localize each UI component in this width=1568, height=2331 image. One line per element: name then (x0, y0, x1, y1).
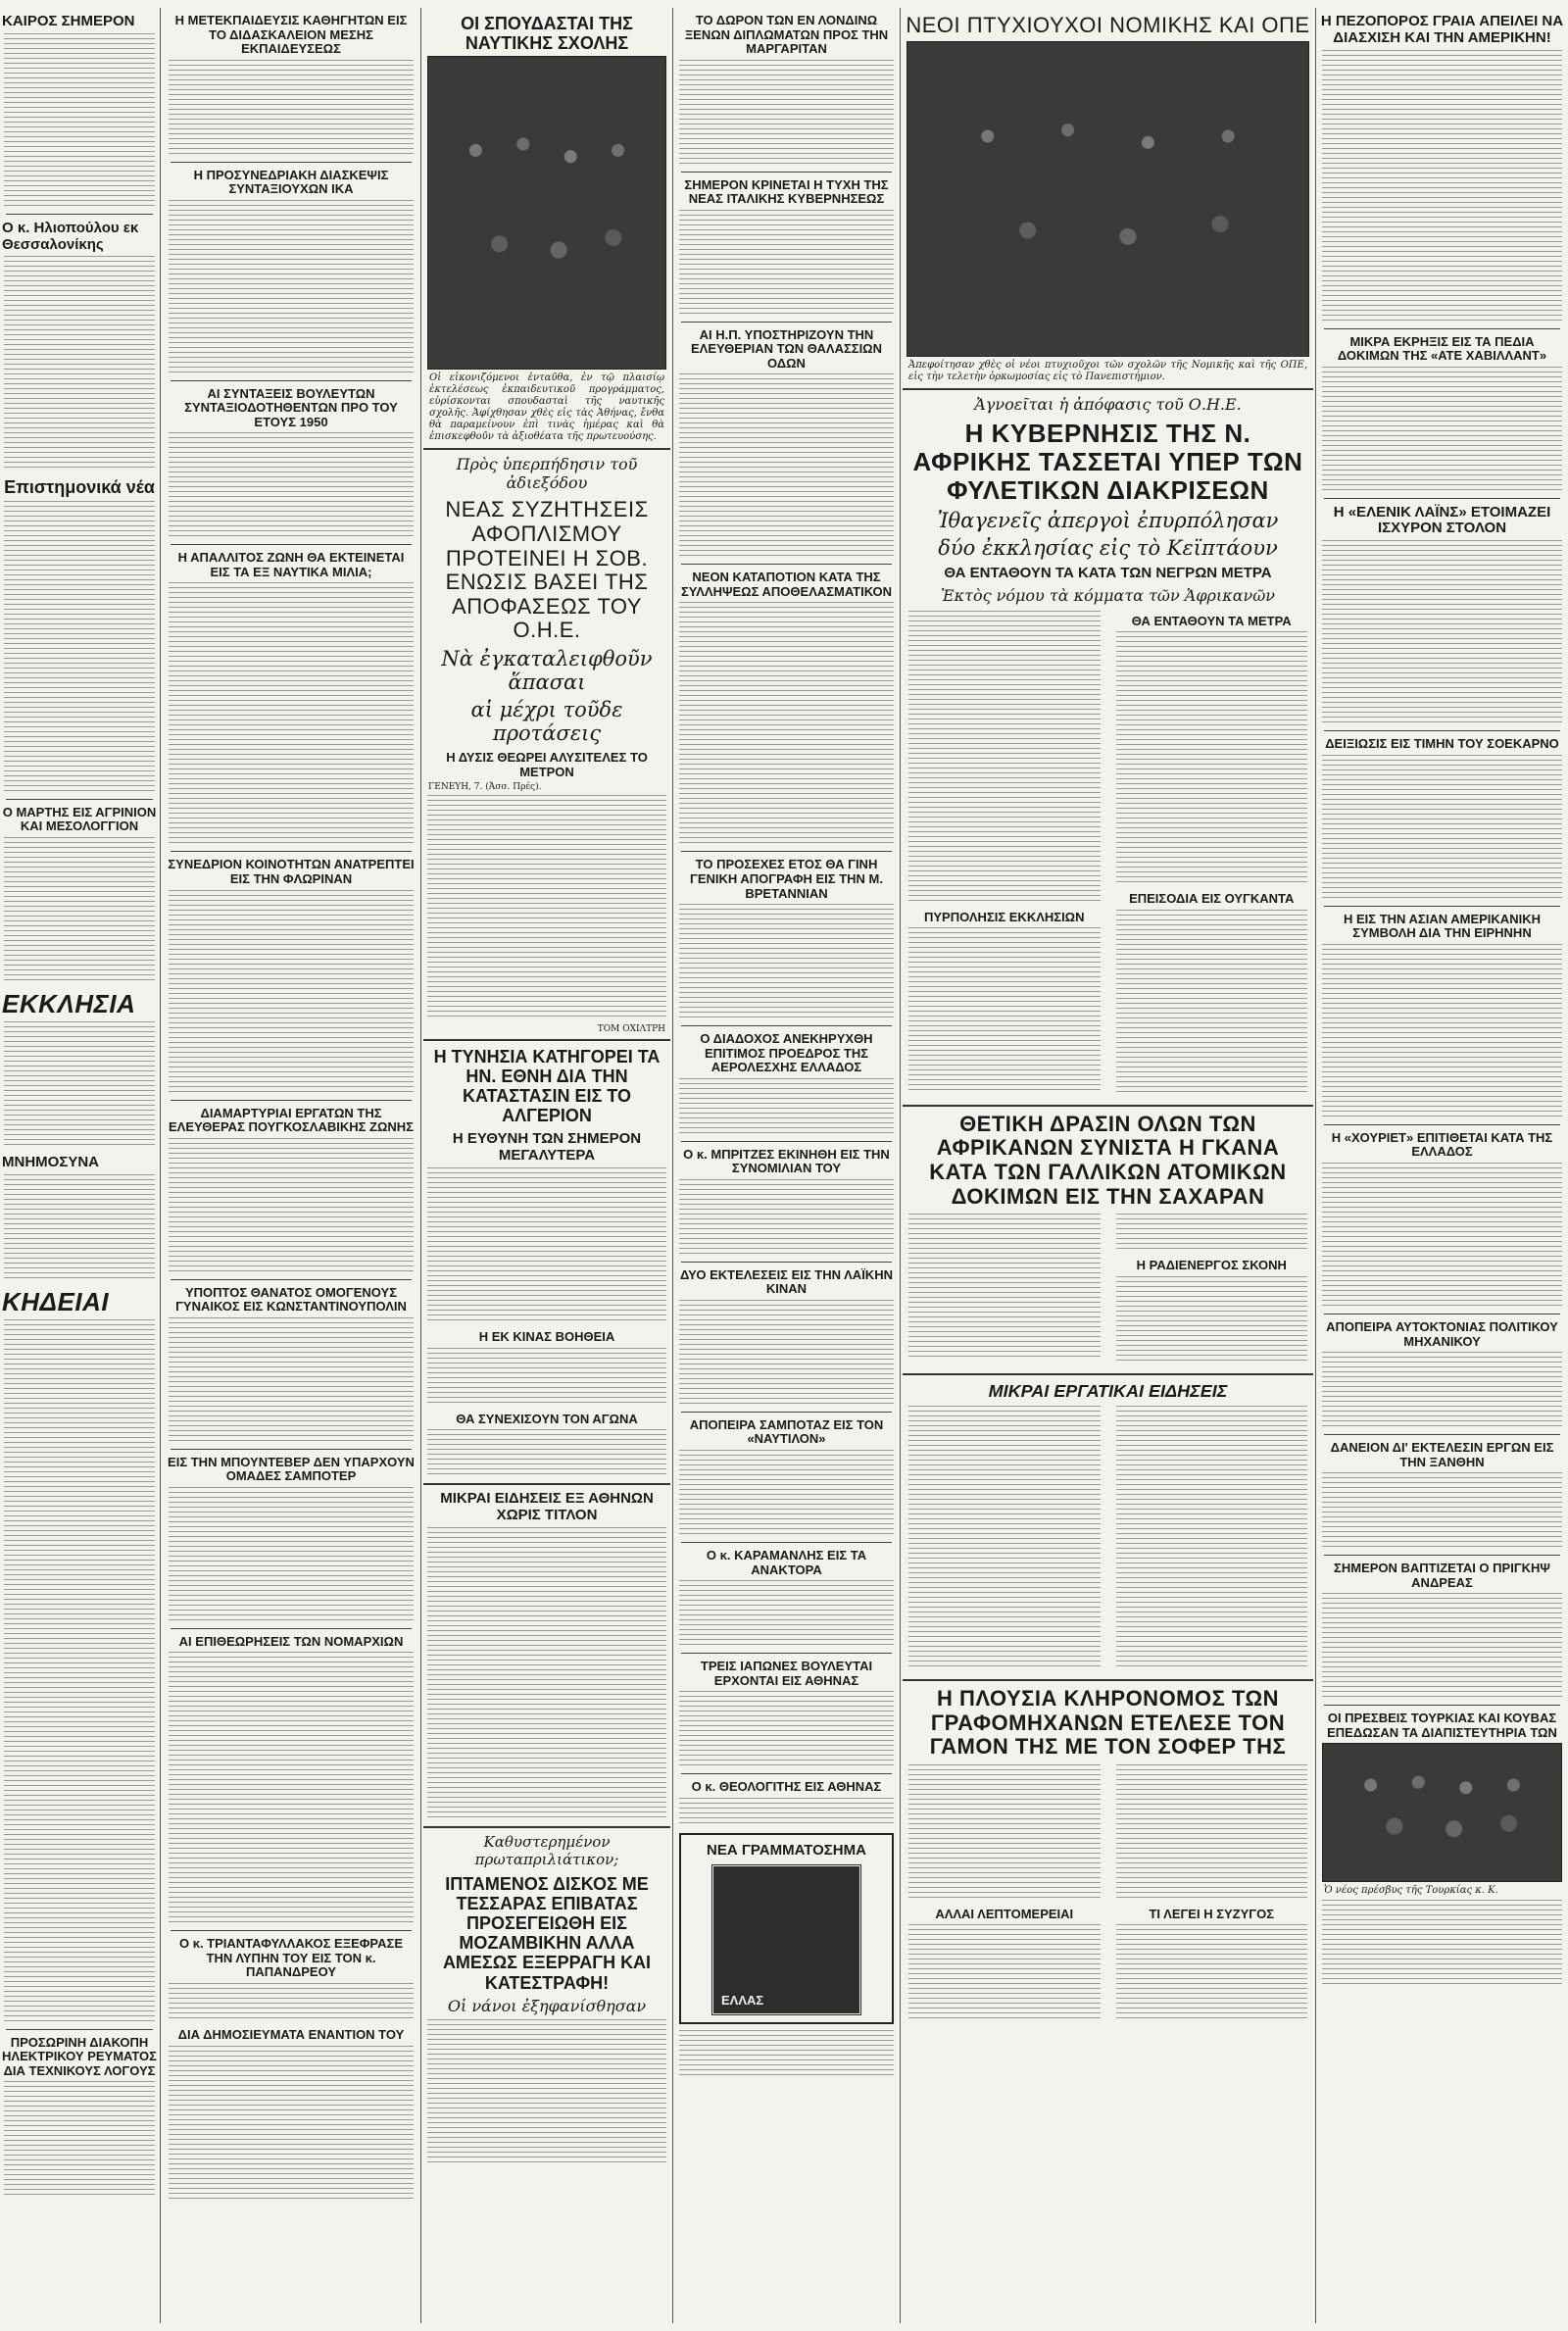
headline-diamartyriai: ΔΙΑΜΑΡΤΥΡΙΑΙ ΕΡΓΑΤΩΝ ΤΗΣ ΕΛΕΥΘΕΡΑΣ ΠΟΥΓΚΟΣΛΑΒΙΚΗΣ ΖΩΝΗΣ (169, 1105, 414, 1135)
article-body (1322, 1593, 1562, 1701)
dateline: ΓΕΝΕΥΗ, 7. (Ἀσσ. Πρές). (428, 782, 542, 793)
headline-diadochos: Ο ΔΙΑΔΟΧΟΣ ΑΝΕΚΗΡΥΧΘΗ ΕΠΙΤΙΜΟΣ ΠΡΟΕΔΡΟΣ ΤΗΣ ΑΕΡΟΛΕΣΧΗΣ ΕΛΛΑΔΟΣ (700, 1031, 873, 1075)
photo-caption: Οἱ εἰκονιζόμενοι ἐνταῦθα, ἐν τῷ πλαισίῳ ἐκτελέσεως ἐκπαιδευτικοῦ προγράμματος, εὑρίσκονται σπουδασταὶ τῆς ναυτικῆς σχολῆς. Ἀφίχθησαν χθὲς εἰς τὰς Ἀθήνας, ἔνθα θὰ παραμείνουν ἐπὶ τινὰς ἡμέρας καὶ θὰ ἐπισκεφθοῦν τὰ ἀξιοθέατα τῆς πρωτευούσης. (429, 372, 664, 443)
headline-grammatosima: ΝΕΑ ΓΡΑΜΜΑΤΟΣΗΜΑ (707, 1841, 866, 1859)
article-body (4, 1021, 155, 1149)
headline-ypoptos-thanatos: ΥΠΟΠΤΟΣ ΘΑΝΑΤΟΣ ΟΜΟΓΕΝΟΥΣ ΓΥΝΑΙΚΟΣ ΕΙΣ ΚΩΝΣΤΑΝΤΙΝΟΥΠΟΛΙΝ (175, 1284, 407, 1314)
article-body (169, 60, 414, 158)
headline-epistimonika: Επιστημονικά νέα (4, 477, 155, 498)
article-body (4, 501, 155, 795)
article-body (1322, 1472, 1562, 1551)
article-body (1116, 1276, 1308, 1364)
deck-apergoi: Ἰθαγενεῖς ἀπεργοὶ ἐπυρπόλησαν (937, 508, 1279, 532)
headline-agriniou: Ο ΜΑΡΤΗΣ ΕΙΣ ΑΓΡΙΝΙΟΝ ΚΑΙ ΜΕΣΟΛΟΓΓΙΟΝ (2, 804, 157, 834)
headline-houriet: Η «ΧΟΥΡΙΕΤ» ΕΠΙΤΙΘΕΤΑΙ ΚΑΤΑ ΤΗΣ ΕΛΛΑΔΟΣ (1331, 1129, 1553, 1160)
column-2 (165, 8, 417, 2323)
headline-diakopi: ΠΡΟΣΩΡΙΝΗ ΔΙΑΚΟΠΗ ΗΛΕΚΤΡΙΚΟΥ ΡΕΥΜΑΤΟΣ ΔΙΑ ΤΕΧΝΙΚΟΥΣ ΛΟΓΟΥΣ (2, 2034, 157, 2078)
deck-protaseis: αἱ μέχρι τοῦδε προτάσεις (470, 698, 623, 746)
article-body (1116, 910, 1308, 1096)
article-body (908, 1924, 1101, 2022)
article-body (4, 33, 155, 210)
headline-n-afriki: Η ΚΥΒΕΡΝΗΣΙΣ ΤΗΣ Ν. ΑΦΡΙΚΗΣ ΤΑΣΣΕΤΑΙ ΥΠΕΡ ΤΩΝ ΦΥΛΕΤΙΚΩΝ ΔΙΑΚΡΙΣΕΩΝ (912, 418, 1303, 505)
subhead-metra: ΘΑ ΕΝΤΑΘΟΥΝ ΤΑ ΜΕΤΡΑ (1131, 613, 1292, 628)
headline-ektelesis: ΔΥΟ ΕΚΤΕΛΕΣΕΙΣ ΕΙΣ ΤΗΝ ΛΑΪΚΗΝ ΚΙΝΑΝ (680, 1266, 893, 1297)
article-body (1116, 1406, 1308, 1670)
headline-pezoporos: Η ΠΕΖΟΠΟΡΟΣ ΓΡΑΙΑ ΑΠΕΙΛΕΙ ΝΑ ΔΙΑΣΧΙΣΗ ΚΑΙ ΤΗΝ ΑΜΕΡΙΚΗΝ! (1320, 13, 1564, 46)
headline-kairos: ΚΑΙΡΟΣ ΣΗΜΕΡΟΝ (2, 13, 135, 29)
graduates-photo (906, 41, 1309, 357)
article-body (169, 1652, 414, 1926)
article-body (679, 210, 894, 318)
article-body (4, 1319, 155, 2025)
article-body (679, 1580, 894, 1649)
article-body (679, 1798, 894, 1827)
article-body (427, 1348, 666, 1407)
headline-tynisia: Η ΤΥΝΗΣΙΑ ΚΑΤΗΓΟΡΕΙ ΤΑ ΗΝ. ΕΘΝΗ ΔΙΑ ΤΗΝ ΚΑΤΑΣΤΑΣΙΝ ΕΙΣ ΤΟ ΑΛΓΕΡΙΟΝ (433, 1046, 661, 1126)
headline-prosynedriaki: Η ΠΡΟΣΥΝΕΔΡΙΑΚΗ ΔΙΑΣΚΕΨΙΣ ΣΥΝΤΑΞΙΟΥΧΩΝ ΙΚΑ (193, 167, 389, 197)
article-body (169, 432, 414, 540)
headline-asia-symvoli: Η ΕΙΣ ΤΗΝ ΑΣΙΑΝ ΑΜΕΡΙΚΑΝΙΚΗ ΣΥΜΒΟΛΗ ΔΙΑ ΤΗΝ ΕΙΡΗΝΗΝ (1344, 911, 1541, 941)
article-body (1322, 540, 1562, 726)
headline-kideiai: ΚΗΔΕΙΑΙ (2, 1286, 110, 1316)
article-body (169, 1138, 414, 1275)
photo-caption: Ἀπεφοίτησαν χθὲς οἱ νέοι πτυχιοῦχοι τῶν σχολῶν τῆς Νομικῆς καὶ τῆς ΟΠΕ, εἰς τὴν τελετὴν ὁρκωμοσίας εἰς τὸ Πανεπιστήμιον. (908, 359, 1307, 382)
stamps-box (679, 1833, 894, 2024)
headline-klironomos: Η ΠΛΟΥΣΙΑ ΚΛΗΡΟΝΟΜΟΣ ΤΩΝ ΓΡΑΦΟΜΗΧΑΝΩΝ ΕΤΕΛΕΣΕ ΤΟΝ ΓΑΜΟΝ ΤΗΣ ΜΕ ΤΟΝ ΣΟΦΕΡ ΤΗΣ (929, 1686, 1287, 1760)
article-body (427, 1527, 666, 1821)
headline-mpountever: ΕΙΣ ΤΗΝ ΜΠΟΥΝΤΕΒΕΡ ΔΕΝ ΥΠΑΡΧΟΥΝ ΟΜΑΔΕΣ ΣΑΜΠΟΤΕΡ (168, 1454, 415, 1484)
article-body (679, 602, 894, 847)
subhead-negron: ΘΑ ΕΝΤΑΘΟΥΝ ΤΑ ΚΑΤΑ ΤΩΝ ΝΕΓΡΩΝ ΜΕΤΡΑ (944, 564, 1272, 581)
kicker-protaprilatiko: Καθυστερημένον πρωταπριλιάτικον; (474, 1832, 619, 1868)
headline-synedrion: ΣΥΝΕΔΡΙΟΝ ΚΟΙΝΟΤΗΤΩΝ ΑΝΑΤΡΕΠΤΕΙ ΕΙΣ ΤΗΝ ΦΛΩΡΙΝΑΝ (168, 857, 415, 887)
subhead-pyrpolisis: ΠΥΡΠΟΛΗΣΙΣ ΕΚΚΛΗΣΙΩΝ (924, 909, 1085, 924)
headline-dimosievmata: ΔΙΑ ΔΗΜΟΣΙΕΥΜΑΤΑ ΕΝΑΝΤΙΟΝ ΤΟΥ (177, 2027, 405, 2043)
headline-mpritzes: Ο κ. ΜΠΡΙΤΖΕΣ ΕΚΙΝΗΘΗ ΕΙΣ ΤΗΝ ΣΥΝΟΜΙΛΙΑΝ ΤΟΥ (683, 1146, 890, 1176)
article-body (679, 2030, 894, 2079)
article-body (1322, 1900, 1562, 1988)
deck-egkataleifthoun: Νὰ ἐγκαταλειφθοῦν ἅπασαι (441, 647, 653, 695)
stamp-label: ΕΛΛΑΣ (721, 1992, 764, 2008)
headline-sahara: ΘΕΤΙΚΗ ΔΡΑΣΙΝ ΟΛΩΝ ΤΩΝ ΑΦΡΙΚΑΝΩΝ ΣΥΝΙΣΤΑ Η ΓΚΑΝΑ ΚΑΤΑ ΤΩΝ ΓΑΛΛΙΚΩΝ ΑΤΟΜΙΚΩΝ ΔΟΚΙΜΩΝ ΕΙΣ ΤΗΝ ΣΑΧΑΡΑΝ (929, 1111, 1287, 1209)
article-body (427, 1167, 666, 1324)
article-body (908, 1764, 1101, 1902)
article-body (169, 200, 414, 376)
article-body (908, 927, 1101, 1094)
stamp-image (710, 1863, 862, 2016)
headline-syntaxeis: ΑΙ ΣΥΝΤΑΞΕΙΣ ΒΟΥΛΕΥΤΩΝ ΣΥΝΤΑΞΙΟΔΟΤΗΘΕΝΤΩΝ ΠΡΟ ΤΟΥ ΕΤΟΥΣ 1950 (184, 385, 398, 429)
article-body (1322, 50, 1562, 324)
subhead-dysis: Η ΔΥΣΙΣ ΘΕΩΡΕΙ ΑΛΥΣΙΤΕΛΕΣ ΤΟ ΜΕΤΡΟΝ (446, 750, 648, 779)
article-body (427, 2019, 666, 2166)
headline-apografi: ΤΟ ΠΡΟΣΕΧΕΣ ΕΤΟΣ ΘΑ ΓΙΝΗ ΓΕΝΙΚΗ ΑΠΟΓΡΑΦΗ ΕΙΣ ΤΗΝ Μ. ΒΡΕΤΑΝΝΙΑΝ (690, 857, 883, 901)
article-body (169, 1983, 414, 2022)
headline-italiki: ΣΗΜΕΡΟΝ ΚΡΙΝΕΤΑΙ Η ΤΥΧΗ ΤΗΣ ΝΕΑΣ ΙΤΑΛΙΚΗΣ ΚΥΒΕΡΝΗΣΕΩΣ (684, 176, 889, 207)
subhead-agona: ΘΑ ΣΥΝΕΧΙΣΟΥΝ ΤΟΝ ΑΓΩΝΑ (456, 1411, 638, 1426)
article-body (1116, 1924, 1308, 2022)
headline-ergatikai: ΜΙΚΡΑΙ ΕΡΓΑΤΙΚΑΙ ΕΙΔΗΣΕΙΣ (988, 1380, 1228, 1401)
article-body (169, 1317, 414, 1445)
ambassador-photo (1322, 1743, 1562, 1882)
headline-vaptizetai: ΣΗΜΕΡΟΝ ΒΑΠΤΙΖΕΤΑΙ Ο ΠΡΙΓΚΗΨ ΑΝΔΡΕΑΣ (1334, 1561, 1550, 1590)
article-body (908, 1406, 1101, 1670)
headline-karamanlis: Ο κ. ΚΑΡΑΜΑΝΛΗΣ ΕΙΣ ΤΑ ΑΝΑΚΤΟΡΑ (706, 1548, 867, 1577)
subhead-leptomereiai: ΑΛΛΑΙ ΛΕΠΤΟΜΕΡΕΙΑΙ (935, 1906, 1074, 1921)
article-body (679, 1450, 894, 1538)
article-body (427, 795, 666, 1020)
article-body (4, 837, 155, 984)
headline-ilioupoulou: Ο κ. Ηλιοπούλου εκ Θεσσαλονίκης (2, 219, 139, 253)
article-body (679, 1300, 894, 1408)
article-body (1322, 1352, 1562, 1430)
headline-thalassion-odon: ΑΙ Η.Π. ΥΠΟΣΤΗΡΙΖΟΥΝ ΤΗΝ ΕΛΕΥΘΕΡΙΑΝ ΤΩΝ ΘΑΛΑΣΣΙΩΝ ΟΔΩΝ (690, 326, 882, 371)
article-body (1322, 755, 1562, 902)
subhead-kina: Η ΕΚ ΚΙΝΑΣ ΒΟΗΘΕΙΑ (478, 1329, 615, 1345)
headline-triantafyllakos: Ο κ. ΤΡΙΑΝΤΑΦΥΛΛΑΚΟΣ ΕΞΕΦΡΑΣΕ ΤΗΝ ΛΥΠΗΝ ΤΟΥ ΕΙΣ ΤΟΝ κ. ΠΑΠΑΝΔΡΕΟΥ (178, 1936, 403, 1980)
article-body (679, 1078, 894, 1137)
headline-doron: ΤΟ ΔΩΡΟΝ ΤΩΝ ΕΝ ΛΟΝΔΙΝΩ ΞΕΝΩΝ ΔΙΠΛΩΜΑΤΩΝ ΠΡΟΣ ΤΗΝ ΜΑΡΓΑΡΙΤΑΝ (684, 13, 889, 57)
article-body (169, 890, 414, 1096)
headline-daneion: ΔΑΝΕΙΟΝ ΔΙ' ΕΚΤΕΛΕΣΙΝ ΕΡΓΩΝ ΕΙΣ ΤΗΝ ΞΑΝΘΗΝ (1330, 1440, 1554, 1469)
article-body (1322, 1163, 1562, 1310)
article-body (679, 373, 894, 560)
article-body (1116, 1764, 1308, 1902)
column-4 (675, 8, 898, 2323)
article-body (679, 1179, 894, 1258)
article-body (169, 2046, 414, 2203)
headline-sampotaz: ΑΠΟΠΕΙΡΑ ΣΑΜΠΟΤΑΖ ΕΙΣ ΤΟΝ «ΝΑΥΤΙΛΟΝ» (689, 1416, 884, 1447)
article-body (679, 904, 894, 1021)
headline-metekpaideusis: Η ΜΕΤΕΚΠΑΙΔΕΥΣΙΣ ΚΑΘΗΓΗΤΩΝ ΕΙΣ ΤΟ ΔΙΔΑΣΚΑΛΕΙΟΝ ΜΕΣΗΣ ΕΚΠΑΙΔΕΥΣΕΩΣ (174, 13, 408, 57)
article-body (908, 1214, 1101, 1361)
kicker-adiexodo: Πρὸς ὑπερπήδησιν τοῦ ἀδιεξόδου (456, 455, 638, 493)
headline-elenik-lains: Η «ΕΛΕΝΙΚ ΛΑΪΝΣ» ΕΤΟΙΜΑΖΕΙ ΙΣΧΥΡΟΝ ΣΤΟΛΟΝ (1333, 503, 1551, 537)
article-body (1322, 944, 1562, 1120)
headline-mnimosyna: ΜΝΗΜΟΣΥΝΑ (2, 1153, 99, 1170)
photo-title-naftiki: ΟΙ ΣΠΟΥΔΑΣΤΑΙ ΤΗΣ ΝΑΥΤΙΚΗΣ ΣΧΟΛΗΣ (461, 14, 633, 54)
headline-mikrai-eidiseis: ΜΙΚΡΑΙ ΕΙΔΗΣΕΙΣ ΕΞ ΑΘΗΝΩΝ ΧΩΡΙΣ ΤΙΤΛΟΝ (440, 1490, 654, 1523)
article-body (908, 611, 1101, 905)
article-body (679, 1691, 894, 1769)
deck-ektos-nomou: Ἐκτὸς νόμου τὰ κόμματα τῶν Ἀφρικανῶν (940, 585, 1276, 605)
headline-ptyxiouxoi: ΝΕΟΙ ΠΤΥΧΙΟΥΧΟΙ ΝΟΜΙΚΗΣ ΚΑΙ ΟΠΕ (906, 13, 1310, 37)
deck-ekklisias: δύο ἐκκλησίας εἰς τὸ Κεϊπτάουν (938, 535, 1278, 560)
subhead-ougkanta: ΕΠΕΙΣΟΔΙΑ ΕΙΣ ΟΥΓΚΑΝΤΑ (1129, 891, 1295, 907)
column-6 (1318, 8, 1566, 2323)
headline-katapotion: ΝΕΟΝ ΚΑΤΑΠΟΤΙΟΝ ΚΑΤΑ ΤΗΣ ΣΥΛΛΗΨΕΩΣ ΑΠΟΘΕΛΑΣΜΑΤΙΚΟΝ (680, 570, 893, 599)
headline-presveis: ΟΙ ΠΡΕΣΒΕΙΣ ΤΟΥΡΚΙΑΣ ΚΑΙ ΚΟΥΒΑΣ ΕΠΕΔΩΣΑΝ ΤΑ ΔΙΑΠΙΣΤΕΥΤΗΡΙΑ ΤΩΝ (1327, 1711, 1557, 1740)
byline: ΤΟΜ ΟΧΙΛΤΡΗ (597, 1023, 665, 1034)
deck-nanoi: Οἱ νάνοι ἐξηφανίσθησαν (447, 1996, 647, 2015)
column-3 (423, 8, 670, 2323)
article-body (169, 1487, 414, 1624)
column-1 (0, 8, 159, 2323)
cadets-photo (427, 56, 666, 370)
headline-ekrixis: ΜΙΚΡΑ ΕΚΡΗΞΙΣ ΕΙΣ ΤΑ ΠΕΔΙΑ ΔΟΚΙΜΩΝ ΤΗΣ «ΑΤΕ ΧΑΒΙΛΛΑΝΤ» (1337, 333, 1547, 364)
article-body (679, 60, 894, 168)
column-5 (903, 8, 1313, 2323)
article-body (4, 2081, 155, 2199)
article-body (427, 1429, 666, 1478)
article-body (4, 1174, 155, 1282)
headline-iptamenos-diskos: ΙΠΤΑΜΕΝΟΣ ΔΙΣΚΟΣ ΜΕ ΤΕΣΣΑΡΑΣ ΕΠΙΒΑΤΑΣ ΠΡΟΣΕΓΕΙΩΘΗ ΕΙΣ ΜΟΖΑΜΒΙΚΗΝ ΑΛΛΑ ΑΜΕΣΩΣ ΕΞΕΡΡΑΓΗ ΚΑΙ ΚΑΤΕΣΤΡΑΦΗ! (442, 1873, 652, 1993)
subhead-evthyni: Η ΕΥΘΥΝΗ ΤΩΝ ΣΗΜΕΡΟΝ ΜΕΓΑΛΥΤΕΡΑ (452, 1130, 642, 1165)
article-body (1116, 631, 1308, 886)
subhead-radienergos: Η ΡΑΔΙΕΝΕΡΓΟΣ ΣΚΟΝΗ (1136, 1258, 1287, 1273)
headline-apopeira: ΑΠΟΠΕΙΡΑ ΑΥΤΟΚΤΟΝΙΑΣ ΠΟΛΙΤΙΚΟΥ ΜΗΧΑΝΙΚΟΥ (1326, 1319, 1558, 1349)
headline-afoplismos: ΝΕΑΣ ΣΥΖΗΤΗΣΕΙΣ ΑΦΟΠΛΙΣΜΟΥ ΠΡΟΤΕΙΝΕΙ Η ΣΟΒ. ΕΝΩΣΙΣ ΒΑΣΕΙ ΤΗΣ ΑΠΟΦΑΣΕΩΣ ΤΟΥ Ο.Η.Ε. (445, 497, 649, 643)
subhead-syzygos: ΤΙ ΛΕΓΕΙ Η ΣΥΖΥΓΟΣ (1149, 1906, 1275, 1921)
photo-caption: Ὁ νέος πρέσβυς τῆς Τουρκίας κ. Κ. (1324, 1885, 1498, 1897)
kicker-ohe: Ἀγνοεῖται ἡ ἀπόφασις τοῦ Ο.Η.Ε. (974, 394, 1242, 414)
headline-soekarno: ΔΕΙΞΙΩΣΙΣ ΕΙΣ ΤΙΜΗΝ ΤΟΥ ΣΟΕΚΑΡΝΟ (1325, 736, 1559, 752)
headline-iapones: ΤΡΕΙΣ ΙΑΠΩΝΕΣ ΒΟΥΛΕΥΤΑΙ ΕΡΧΟΝΤΑΙ ΕΙΣ ΑΘΗΝΑΣ (700, 1659, 873, 1688)
article-body (4, 256, 155, 471)
article-body (169, 582, 414, 847)
headline-ekklisia: ΕΚΚΛΗΣΙΑ (2, 988, 136, 1018)
headline-theologitis: Ο κ. ΘΕΟΛΟΓΙΤΗΣ ΕΙΣ ΑΘΗΝΑΣ (691, 1779, 882, 1795)
article-body (1322, 367, 1562, 494)
headline-apallitos-zoni: Η ΑΠΑΛΛΙΤΟΣ ΖΩΝΗ ΘΑ ΕΚΤΕΙΝΕΤΑΙ ΕΙΣ ΤΑ ΕΞ ΝΑΥΤΙΚΑ ΜΙΛΙΑ; (177, 550, 405, 579)
article-body (1116, 1214, 1308, 1253)
headline-epitheoriseis: ΑΙ ΕΠΙΘΕΩΡΗΣΕΙΣ ΤΩΝ ΝΟΜΑΡΧΙΩΝ (178, 1633, 404, 1649)
